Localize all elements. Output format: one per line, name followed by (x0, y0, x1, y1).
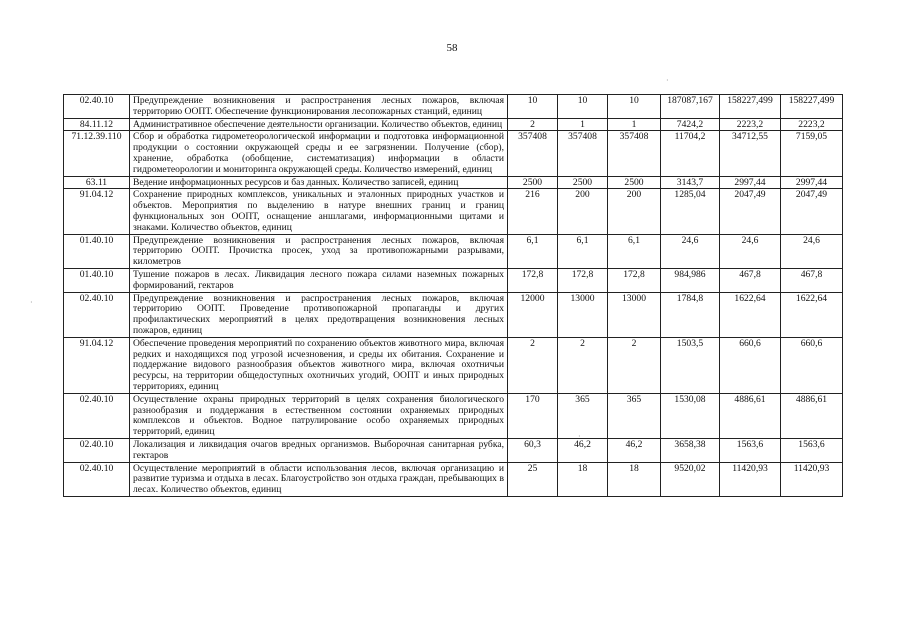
value-cell: 11420,93 (781, 462, 843, 496)
code-cell: 71.12.39.110 (64, 131, 130, 176)
description-cell: Осуществление охраны природных территорий в целях сохранения биологического разнообразия и поддержания в естественном состоянии охраняемых природных комплексов и объектов. Водное патрулирование особо охраняемых природных территорий, единиц (130, 393, 508, 438)
table-row (64, 268, 843, 292)
value-cell: 25 (508, 462, 558, 496)
value-cell: 1 (558, 118, 608, 131)
value-cell: 13000 (558, 292, 608, 337)
value-cell: 170 (508, 393, 558, 438)
value-cell: 10 (508, 95, 558, 119)
scan-speck: · (30, 298, 33, 307)
code-cell: 01.40.10 (64, 234, 130, 268)
value-cell: 2 (508, 118, 558, 131)
value-cell: 13000 (608, 292, 661, 337)
value-cell: 467,8 (781, 268, 843, 292)
value-cell: 7424,2 (661, 118, 720, 131)
value-cell: 60,3 (508, 438, 558, 462)
value-cell: 660,6 (781, 337, 843, 393)
value-cell: 6,1 (558, 234, 608, 268)
value-cell: 18 (558, 462, 608, 496)
value-cell: 172,8 (608, 268, 661, 292)
description-cell: Осуществление мероприятий в области использования лесов, включая организацию и развитие туризма и отдыха в лесах. Благоустройство зон отдыха граждан, пребывающих в лесах. Количество объектов, единиц (130, 462, 508, 496)
value-cell: 1285,04 (661, 189, 720, 234)
value-cell: 200 (608, 189, 661, 234)
description-cell: Ведение информационных ресурсов и баз данных. Количество записей, единиц (130, 176, 508, 189)
value-cell: 3143,7 (661, 176, 720, 189)
value-cell: 46,2 (558, 438, 608, 462)
value-cell: 2 (558, 337, 608, 393)
value-cell: 10 (608, 95, 661, 119)
code-cell: 02.40.10 (64, 462, 130, 496)
value-cell: 4886,61 (781, 393, 843, 438)
description-cell: Локализация и ликвидация очагов вредных организмов. Выборочная санитарная рубка, гектаров (130, 438, 508, 462)
value-cell: 216 (508, 189, 558, 234)
value-cell: 2997,44 (781, 176, 843, 189)
scan-speck: · (578, 432, 581, 441)
value-cell: 1563,6 (781, 438, 843, 462)
description-cell: Административное обеспечение деятельности организации. Количество объектов, единиц (130, 118, 508, 131)
value-cell: 467,8 (720, 268, 781, 292)
value-cell: 357408 (508, 131, 558, 176)
table-row (64, 292, 843, 337)
table-row (64, 438, 843, 462)
value-cell: 34712,55 (720, 131, 781, 176)
value-cell: 2500 (508, 176, 558, 189)
value-cell: 1530,08 (661, 393, 720, 438)
value-cell: 4886,61 (720, 393, 781, 438)
value-cell: 2997,44 (720, 176, 781, 189)
value-cell: 365 (558, 393, 608, 438)
value-cell: 158227,499 (781, 95, 843, 119)
table-row (64, 131, 843, 176)
value-cell: 11420,93 (720, 462, 781, 496)
value-cell: 12000 (508, 292, 558, 337)
description-cell: Сохранение природных комплексов, уникальных и эталонных природных участков и объектов. Мероприятия по выделению в натуре внешних границ и границ функциональных зон ООПТ, оснащение аншлагами, информационными щитами и знаками. Количество объектов, единиц (130, 189, 508, 234)
value-cell: 9520,02 (661, 462, 720, 496)
value-cell: 18 (608, 462, 661, 496)
value-cell: 3658,38 (661, 438, 720, 462)
value-cell: 7159,05 (781, 131, 843, 176)
value-cell: 24,6 (781, 234, 843, 268)
table-row (64, 176, 843, 189)
table-row (64, 393, 843, 438)
value-cell: 660,6 (720, 337, 781, 393)
value-cell: 1784,8 (661, 292, 720, 337)
code-cell: 84.11.12 (64, 118, 130, 131)
value-cell: 158227,499 (720, 95, 781, 119)
table-row (64, 337, 843, 393)
table-body (64, 95, 843, 497)
value-cell: 1563,6 (720, 438, 781, 462)
code-cell: 02.40.10 (64, 438, 130, 462)
code-cell: 63.11 (64, 176, 130, 189)
value-cell: 1 (608, 118, 661, 131)
code-cell: 02.40.10 (64, 393, 130, 438)
code-cell: 02.40.10 (64, 292, 130, 337)
value-cell: 2500 (608, 176, 661, 189)
value-cell: 357408 (608, 131, 661, 176)
value-cell: 984,986 (661, 268, 720, 292)
description-cell: Сбор и обработка гидрометеорологической информации и подготовка информационной продукции о состоянии окружающей среды и ее загрязнении. Получение (сбор), хранение, обработка (обобщение, систематизация) информации в области гидрометеорологии и мониторинга окружающей среды. Количество измерений, единиц (130, 131, 508, 176)
table-row (64, 95, 843, 119)
value-cell: 2500 (558, 176, 608, 189)
value-cell: 24,6 (720, 234, 781, 268)
description-cell: Предупреждение возникновения и распространения лесных пожаров, включая территорию ООПТ. Проведение противопожарной пропаганды и других профилактических мероприятий в целях предотвращения возникновения лесных пожаров, единиц (130, 292, 508, 337)
code-cell: 91.04.12 (64, 337, 130, 393)
value-cell: 365 (608, 393, 661, 438)
value-cell: 2047,49 (720, 189, 781, 234)
value-cell: 6,1 (608, 234, 661, 268)
description-cell: Предупреждение возникновения и распространения лесных пожаров, включая территорию ООПТ. Прочистка просек, уход за противопожарными разрывами, километров (130, 234, 508, 268)
value-cell: 2 (508, 337, 558, 393)
value-cell: 2 (608, 337, 661, 393)
table-row (64, 462, 843, 496)
value-cell: 11704,2 (661, 131, 720, 176)
table-row (64, 118, 843, 131)
value-cell: 1503,5 (661, 337, 720, 393)
value-cell: 24,6 (661, 234, 720, 268)
value-cell: 6,1 (508, 234, 558, 268)
services-table (63, 94, 843, 497)
value-cell: 357408 (558, 131, 608, 176)
value-cell: 187087,167 (661, 95, 720, 119)
value-cell: 1622,64 (781, 292, 843, 337)
scan-speck: · (666, 76, 669, 85)
code-cell: 02.40.10 (64, 95, 130, 119)
value-cell: 10 (558, 95, 608, 119)
description-cell: Предупреждение возникновения и распространения лесных пожаров, включая территорию ООПТ. Обеспечение функционирования лесопожарных станций, единиц (130, 95, 508, 119)
value-cell: 2223,2 (781, 118, 843, 131)
value-cell: 1622,64 (720, 292, 781, 337)
code-cell: 91.04.12 (64, 189, 130, 234)
value-cell: 200 (558, 189, 608, 234)
table-row (64, 234, 843, 268)
value-cell: 2047,49 (781, 189, 843, 234)
description-cell: Тушение пожаров в лесах. Ликвидация лесного пожара силами наземных пожарных формирований, гектаров (130, 268, 508, 292)
value-cell: 46,2 (608, 438, 661, 462)
page-number: 58 (446, 42, 458, 54)
value-cell: 2223,2 (720, 118, 781, 131)
code-cell: 01.40.10 (64, 268, 130, 292)
description-cell: Обеспечение проведения мероприятий по сохранению объектов животного мира, включая редких и находящихся под угрозой исчезновения, и среды их обитания. Сохранение и поддержание видового разнообразия объектов животного мира, включая охотничьи ресурсы, на территории общедоступных охотничьих угодий, ООПТ и иных природных территориях, единиц (130, 337, 508, 393)
value-cell: 172,8 (508, 268, 558, 292)
table-row (64, 189, 843, 234)
value-cell: 172,8 (558, 268, 608, 292)
